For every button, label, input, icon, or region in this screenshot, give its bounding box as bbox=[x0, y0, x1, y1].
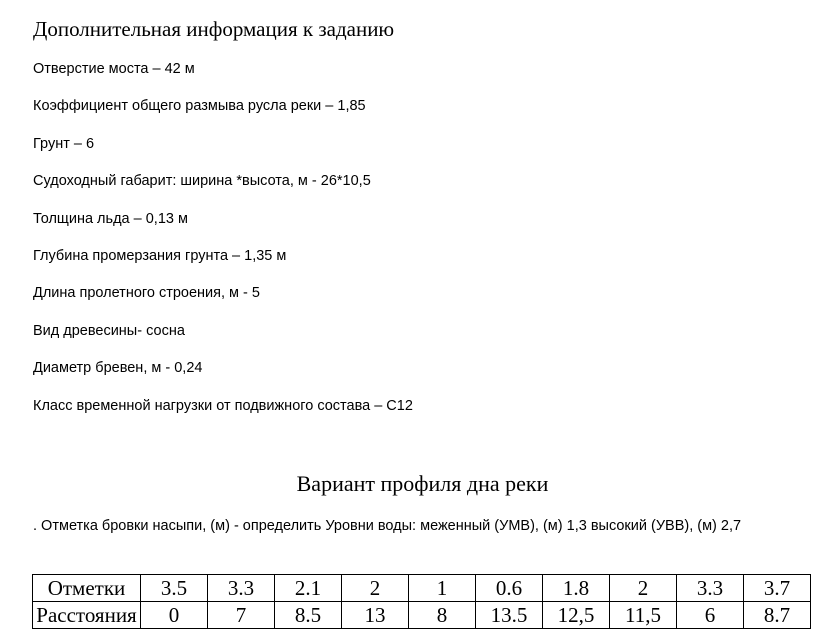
table-cell: 2 bbox=[610, 575, 677, 602]
profile-table bbox=[32, 574, 811, 629]
table-cell: 7 bbox=[208, 602, 275, 629]
info-line: Класс временной нагрузки от подвижного состава – С12 bbox=[33, 397, 413, 414]
table-cell: 2.1 bbox=[275, 575, 342, 602]
profile-text: . Отметка бровки насыпи, (м) - определить Уровни воды: меженный (УМВ), (м) 1,3 высокий (УВВ), (м) 2,7 bbox=[33, 518, 742, 534]
info-line: Коэффициент общего размыва русла реки – 1,85 bbox=[33, 98, 366, 115]
table-cell: 12,5 bbox=[543, 602, 610, 629]
info-line: Вид древесины- сосна bbox=[33, 322, 185, 339]
table-cell: 2 bbox=[342, 575, 409, 602]
table-row bbox=[33, 602, 811, 629]
profile-title: Вариант профиля дна реки bbox=[296, 471, 549, 496]
table-cell: 0 bbox=[141, 602, 208, 629]
table-cell: 8.5 bbox=[275, 602, 342, 629]
table-cell: 11,5 bbox=[610, 602, 677, 629]
info-line: Диаметр бревен, м - 0,24 bbox=[33, 360, 203, 377]
table-cell: 3.7 bbox=[744, 575, 811, 602]
info-line: Длина пролетного строения, м - 5 bbox=[33, 285, 260, 302]
row-header: Отметки bbox=[33, 575, 141, 602]
row-header: Расстояния bbox=[33, 602, 141, 629]
info-line: Отверстие моста – 42 м bbox=[33, 61, 195, 77]
table-row bbox=[33, 575, 811, 602]
info-line: Глубина промерзания грунта – 1,35 м bbox=[33, 248, 287, 264]
info-line: Толщина льда – 0,13 м bbox=[33, 210, 188, 227]
table-cell: 3.5 bbox=[141, 575, 208, 602]
table-cell: 1 bbox=[409, 575, 476, 602]
table-cell: 3.3 bbox=[208, 575, 275, 602]
page-title: Дополнительная информация к заданию bbox=[33, 17, 395, 41]
table-cell: 1.8 bbox=[543, 575, 610, 602]
table-cell: 8 bbox=[409, 602, 476, 629]
table-cell: 3.3 bbox=[677, 575, 744, 602]
table-cell: 8.7 bbox=[744, 602, 811, 629]
info-line: Судоходный габарит: ширина *высота, м - 26*10,5 bbox=[33, 173, 371, 190]
table-cell: 13.5 bbox=[476, 602, 543, 629]
table-cell: 13 bbox=[342, 602, 409, 629]
info-line: Грунт – 6 bbox=[33, 135, 95, 152]
table-cell: 6 bbox=[677, 602, 744, 629]
table-cell: 0.6 bbox=[476, 575, 543, 602]
